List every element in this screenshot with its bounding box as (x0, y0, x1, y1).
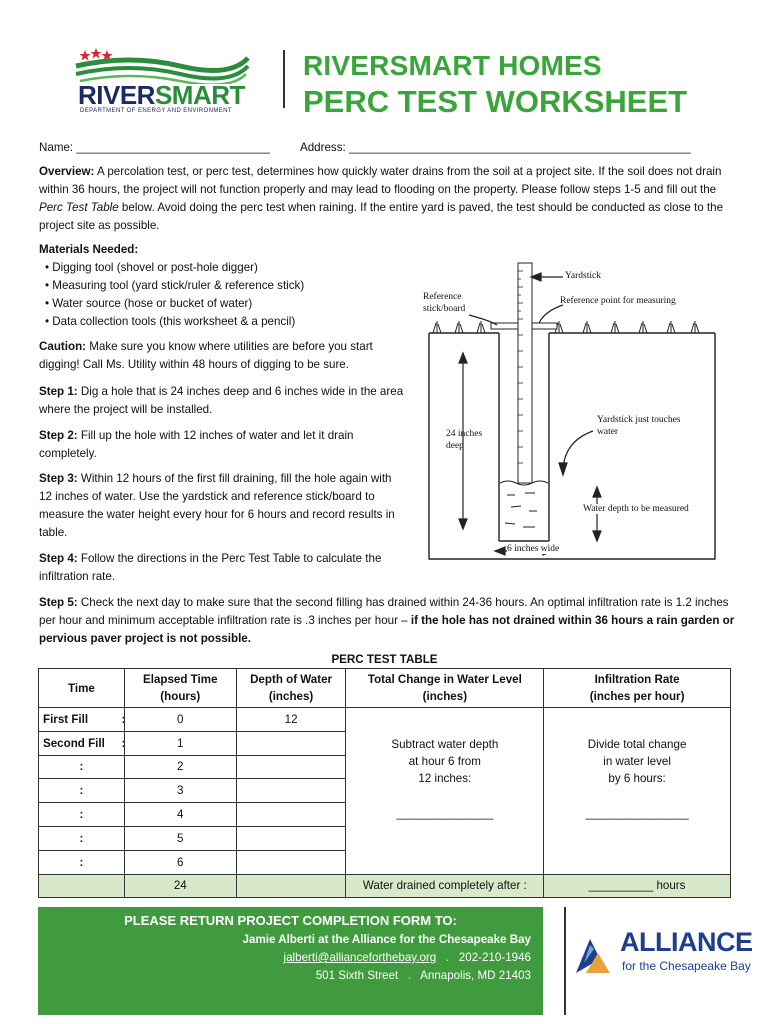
depth-cell[interactable] (236, 826, 346, 850)
footer-street: 501 Sixth Street (315, 969, 399, 982)
page-title-line2: PERC TEST WORKSHEET (303, 84, 688, 119)
drained-label-cell: Water drained completely after : (346, 874, 544, 898)
logo-river: RIVER (78, 80, 155, 110)
alliance-mark-icon (570, 929, 618, 977)
table-row-drained (39, 874, 731, 898)
time-cell[interactable]: : (39, 850, 125, 874)
name-blank[interactable]: ______________________________ (76, 141, 270, 154)
depth-label-2: deep (446, 441, 464, 451)
overview-italic: Perc Test Table (39, 201, 119, 214)
address-blank[interactable]: _____________________________________________________ (349, 141, 691, 154)
footer-separator: . (407, 969, 412, 982)
reference-stick-label-1: Reference (423, 292, 462, 302)
change-cell[interactable]: Subtract water depth at hour 6 from 12 inches: _______________ (346, 708, 544, 875)
width-label: 6 inches wide (507, 544, 560, 554)
elapsed-cell: 2 (124, 755, 236, 779)
col-header-change: Total Change in Water Level (inches) (346, 669, 544, 708)
time-cell[interactable]: Second Fill : (39, 731, 125, 755)
alliance-subtitle: for the Chesapeake Bay (622, 959, 751, 973)
logo-stars-swoosh-icon (70, 44, 255, 84)
drained-unit: hours (656, 879, 686, 893)
step-label: Step 1: (39, 385, 78, 398)
materials-item: • Measuring tool (yard stick/ruler & reference stick) (45, 279, 305, 292)
step-label: Step 5: (39, 596, 78, 609)
step-label: Step 3: (39, 472, 78, 485)
step-label: Step 4: (39, 552, 78, 565)
step-text: Within 12 hours of the first fill draining, fill the hole again with 12 inches of water. Use the yardstick and reference stick/board to measure the water height every hour for 6 hours and record results in table. (39, 472, 395, 539)
footer-title: PLEASE RETURN PROJECT COMPLETION FORM TO: (124, 913, 457, 928)
time-cell[interactable]: : (39, 779, 125, 803)
footer-separator: . (445, 951, 450, 964)
logo-wordmark (78, 82, 245, 108)
footer-phone: 202-210-1946 (458, 951, 531, 964)
perc-hole-diagram (415, 255, 735, 575)
materials-item: • Water source (hose or bucket of water) (45, 297, 253, 310)
step-5 (39, 594, 735, 648)
name-label: Name: (39, 141, 74, 154)
elapsed-cell: 1 (124, 731, 236, 755)
address-field[interactable] (300, 139, 691, 157)
depth-cell[interactable] (236, 850, 346, 874)
address-label: Address: (300, 141, 346, 154)
time-cell (39, 874, 125, 898)
reference-stick-label-2: stick/board (423, 304, 466, 314)
table-header-row (39, 669, 731, 708)
depth-cell[interactable]: 12 (236, 708, 346, 732)
rate-blank: ________________ (585, 807, 689, 820)
title-divider (283, 50, 285, 108)
elapsed-cell: 24 (124, 874, 236, 898)
footer-contact-line (284, 949, 531, 967)
water-depth-label: Water depth to be measured (583, 504, 689, 514)
touches-label-2: water (597, 427, 619, 437)
elapsed-cell: 4 (124, 803, 236, 827)
col-header-rate: Infiltration Rate (inches per hour) (544, 669, 731, 708)
materials-item: • Data collection tools (this worksheet & a pencil) (45, 315, 296, 328)
touches-label-1: Yardstick just touches (597, 415, 681, 425)
drained-blank: __________ (588, 879, 654, 893)
time-cell[interactable]: First Fill : (39, 708, 125, 732)
caution-paragraph (39, 338, 411, 374)
footer-contact-name: Jamie Alberti at the Alliance for the Chesapeake Bay (242, 933, 531, 946)
step-label: Step 2: (39, 429, 78, 442)
depth-cell (236, 874, 346, 898)
logo-smart: SMART (154, 80, 245, 110)
depth-cell[interactable] (236, 779, 346, 803)
time-cell[interactable]: : (39, 755, 125, 779)
change-blank: _______________ (396, 807, 494, 820)
elapsed-cell: 5 (124, 826, 236, 850)
elapsed-cell: 6 (124, 850, 236, 874)
step5-warning: if the hole has not drained within 36 hours a rain garden or pervious paver project is not possible. (39, 614, 735, 645)
elapsed-cell: 0 (124, 708, 236, 732)
overview-label: Overview: (39, 165, 95, 178)
alliance-name: ALLIANCE (620, 927, 753, 957)
materials-section (39, 241, 379, 331)
rate-cell[interactable]: Divide total change in water level by 6 hours: ________________ (544, 708, 731, 875)
yardstick-label: Yardstick (565, 271, 601, 281)
step-text: Dig a hole that is 24 inches deep and 6 inches wide in the area where the project will be installed. (39, 385, 404, 416)
overview-paragraph (39, 163, 733, 235)
materials-label: Materials Needed: (39, 243, 139, 256)
table-row (39, 708, 731, 732)
time-cell[interactable]: : (39, 826, 125, 850)
caution-text: Make sure you know where utilities are before you start digging! Call Ms. Utility within 48 hours of digging to be sure. (39, 340, 373, 371)
col-header-time: Time (39, 669, 125, 708)
step-text: Check the next day to make sure that the second filling has drained within 24-36 hours. An optimal infiltration rate is 1.2 inches per hour and minimum acceptable infiltration rate is .3 inches per hour – (39, 596, 729, 627)
col-header-depth: Depth of Water (inches) (236, 669, 346, 708)
footer-city: Annapolis, MD 21403 (420, 969, 531, 982)
overview-text-a: A percolation test, or perc test, determines how quickly water drains from the soil at a project site. If the soil does not drain within 36 hours, the project will not function properly and may lead to flooding on the property. Please follow steps 1-5 and fill out the (39, 165, 722, 196)
page-title-line1: RIVERSMART HOMES (303, 50, 602, 81)
footer-divider (564, 907, 566, 1015)
step-text: Fill up the hole with 12 inches of water and let it drain completely. (39, 429, 354, 460)
name-field[interactable] (39, 139, 270, 157)
footer-email-link[interactable]: jalberti@allianceforthebay.org (283, 951, 437, 964)
overview-text-b: below. Avoid doing the perc test when raining. If the entire yard is paved, the test should be conducted as close to the project site as possible. (39, 201, 724, 232)
depth-label-1: 24 inches (446, 429, 483, 439)
return-form-box (38, 907, 543, 1015)
step-3 (39, 470, 404, 542)
depth-cell[interactable] (236, 755, 346, 779)
time-cell[interactable]: : (39, 803, 125, 827)
step-text: Follow the directions in the Perc Test Table to calculate the infiltration rate. (39, 552, 382, 583)
step-4 (39, 550, 404, 586)
depth-cell[interactable] (236, 803, 346, 827)
reference-point-label: Reference point for measuring (560, 296, 676, 306)
table-title: PERC TEST TABLE (331, 653, 438, 666)
footer-address-line (316, 967, 531, 985)
perc-test-table (38, 668, 731, 898)
materials-item: • Digging tool (shovel or post-hole digger) (45, 261, 258, 274)
step-1 (39, 383, 411, 419)
depth-cell[interactable] (236, 731, 346, 755)
caution-label: Caution: (39, 340, 87, 353)
elapsed-cell: 3 (124, 779, 236, 803)
alliance-logo (570, 925, 753, 985)
drained-hours-cell[interactable] (544, 874, 731, 898)
riversmart-logo (70, 44, 255, 120)
step-2 (39, 427, 399, 463)
logo-department: DEPARTMENT OF ENERGY AND ENVIRONMENT (80, 108, 232, 114)
col-header-elapsed: Elapsed Time (hours) (124, 669, 236, 708)
